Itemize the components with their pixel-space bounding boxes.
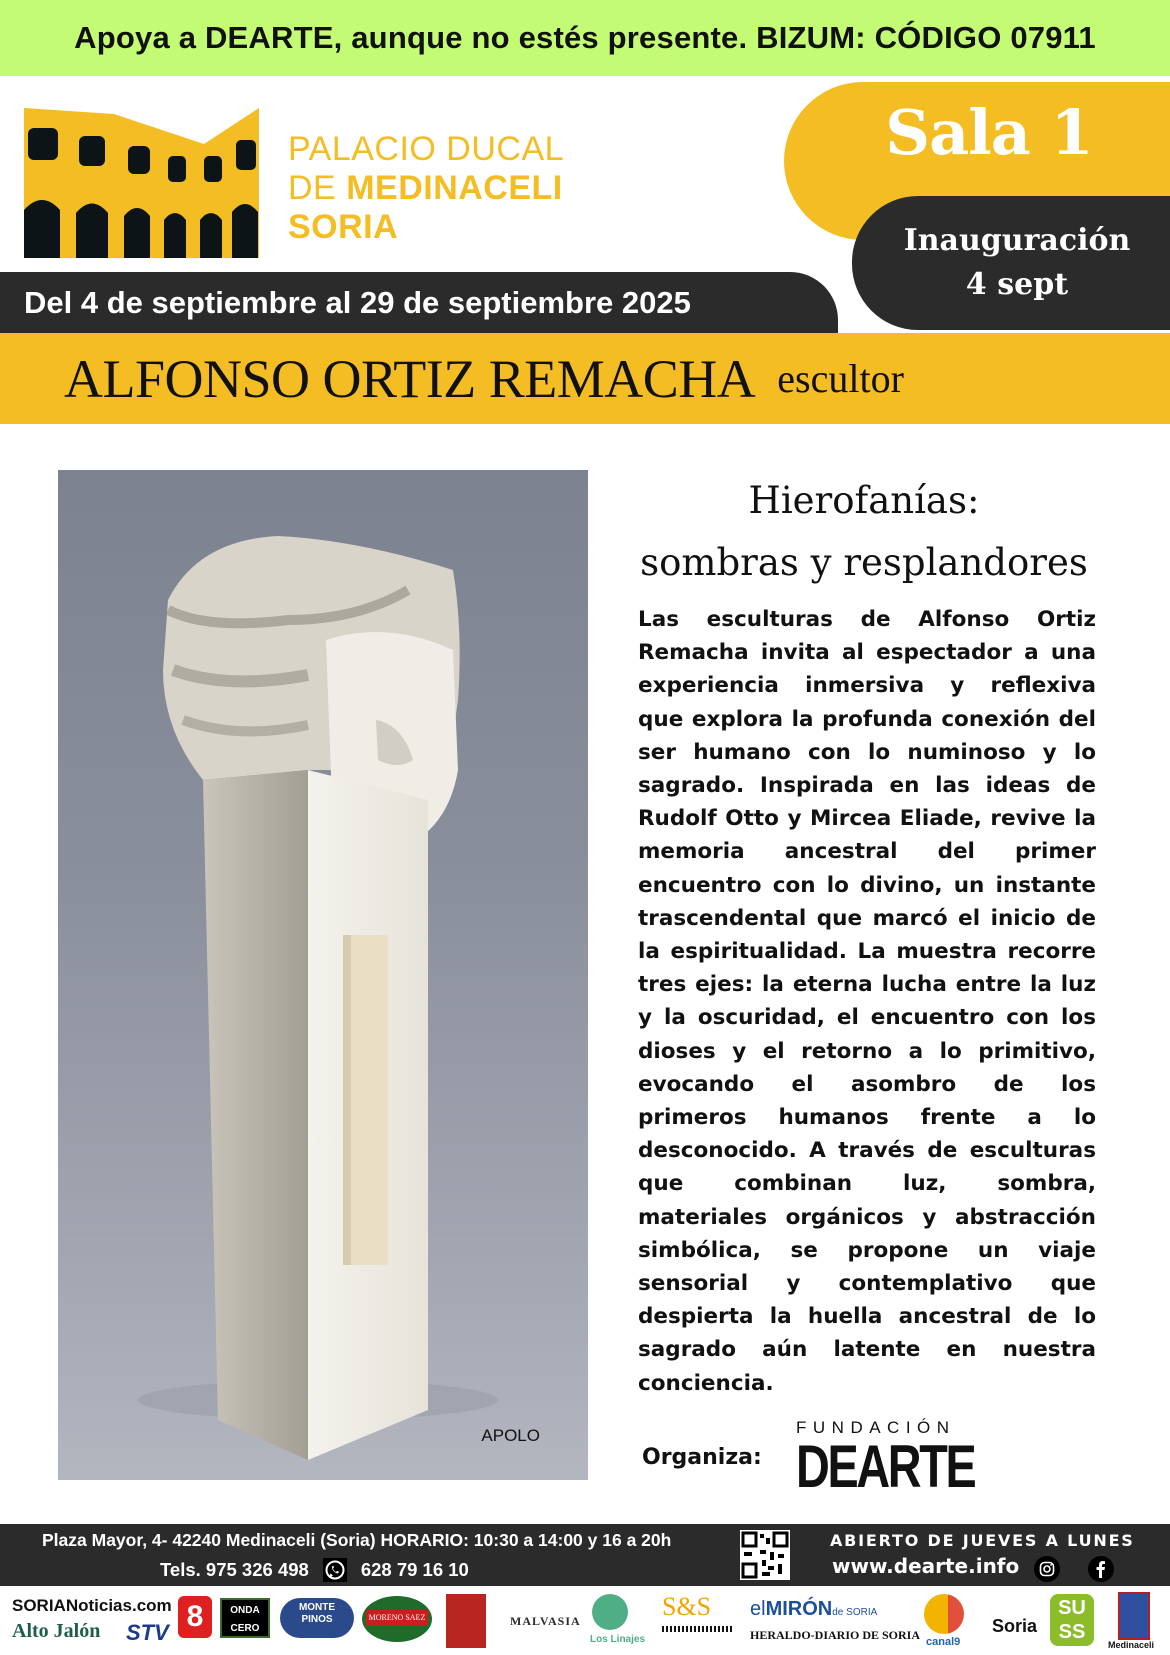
sponsor-moreno-saez: MORENO SAEZ (362, 1596, 432, 1642)
sponsor-8-soria: 8 (178, 1596, 212, 1638)
sponsor-s-and-s-barcode (662, 1626, 734, 1632)
address-hours: Plaza Mayor, 4- 42240 Medinaceli (Soria) HORARIO: 10:30 a 14:00 y 16 a 20h (42, 1530, 672, 1550)
sponsor-medinaceli-crest (1118, 1592, 1150, 1640)
sponsor-canal-9 (924, 1594, 964, 1634)
sponsor-onda-cero: ONDA CERO (220, 1598, 270, 1638)
website-link[interactable]: www.dearte.info (832, 1554, 1020, 1578)
sponsor-heraldo: HERALDO-DIARIO DE SORIA (750, 1628, 921, 1642)
sponsor-logos (0, 1586, 1170, 1655)
sponsor-medinaceli: Medinaceli (1108, 1640, 1155, 1650)
sponsor-alto-jalon: Alto Jalón (12, 1620, 101, 1642)
donation-banner (0, 0, 1170, 76)
fundacion-dearte-logo: FUNDACIÓN DEARTE (796, 1418, 975, 1500)
sponsor-el-dia-de-soria: Soria (992, 1616, 1038, 1636)
exhibition-description: Las esculturas de Alfonso Ortiz Remacha invita al espectador a una experiencia inmersiva y reflexiva que explora la profunda conexión del ser humano con lo numinoso y lo sagrado. Inspirada en las ideas de Rudolf Otto y Mircea Eliade, revive la memoria ancestral del primer encuentro con lo divino, un instante trascendental que marcó el inicio de la espiritualidad. La muestra recorre tres ejes: la eterna lucha entre la luz y la oscuridad, el encuentro con los dioses y el retorno a lo primitivo, evocando el asombro de los primeros humanos frente a lo desconocido. A través de esculturas que combinan luz, sombra, materiales orgánicos y abstracción simbólica, se propone un viaje sensorial y contemplativo que despierta la huella ancestral de lo sagrado aún latente en nuestra conciencia. (638, 607, 1096, 1396)
sponsor-stv: STV (126, 1620, 169, 1645)
sponsor-soria-noticias: SORIANoticias.com (12, 1596, 172, 1615)
artist-name: ALFONSO ORTIZ REMACHA (64, 348, 756, 409)
exhibition-title: Hierofanías: sombras y resplandores (640, 479, 1088, 584)
room-label: Sala 1 (885, 96, 1093, 169)
sponsor-s-and-s: S&S (662, 1592, 712, 1621)
sculpture-image (58, 470, 588, 1480)
photo-caption: APOLO (481, 1426, 540, 1445)
sponsor-los-linajes (592, 1594, 628, 1630)
sponsor-malvasia: MALVASIA (510, 1614, 581, 1628)
organizer-label: Organiza: (642, 1445, 762, 1470)
phone-number: Tels. 975 326 498 (160, 1559, 309, 1580)
facebook-icon[interactable] (1088, 1556, 1114, 1582)
opening-badge (852, 196, 1170, 330)
contact-phones (160, 1558, 469, 1582)
sponsor-sus: SU SS (1050, 1594, 1094, 1646)
date-range-bar (0, 272, 838, 333)
opening-date: 4 sept (965, 267, 1069, 302)
palacio-logo (24, 108, 584, 268)
sponsor-el-miron: elMIRÓNde SORIA (750, 1598, 878, 1620)
artist-role: escultor (777, 356, 904, 401)
sponsor-monte-pinos: MONTE PINOS (280, 1598, 354, 1638)
sponsor-el-almacen-de-pepe (446, 1594, 486, 1648)
sculpture-photo (58, 470, 588, 1480)
instagram-icon[interactable] (1034, 1556, 1060, 1582)
qr-code-icon[interactable] (740, 1530, 790, 1580)
opening-days: ABIERTO DE JUEVES A LUNES (830, 1531, 1135, 1550)
donation-text: Apoya a DEARTE, aunque no estés presente. BIZUM: CÓDIGO 07911 (74, 20, 1096, 55)
palace-arcade-icon (24, 108, 272, 264)
date-range: Del 4 de septiembre al 29 de septiembre 2025 (24, 284, 691, 320)
sponsor-los-linajes-label: Los Linajes (590, 1634, 646, 1645)
whatsapp-icon (323, 1558, 347, 1582)
opening-label: Inauguración (903, 223, 1131, 258)
footer-info-bar (0, 1524, 1170, 1586)
sponsor-canal-9-label: canal9 (926, 1636, 961, 1648)
artist-bar (0, 333, 1170, 424)
palacio-logo-text: PALACIO DUCAL DE MEDINACELI SORIA (288, 130, 565, 246)
whatsapp-number: 628 79 16 10 (360, 1559, 469, 1580)
